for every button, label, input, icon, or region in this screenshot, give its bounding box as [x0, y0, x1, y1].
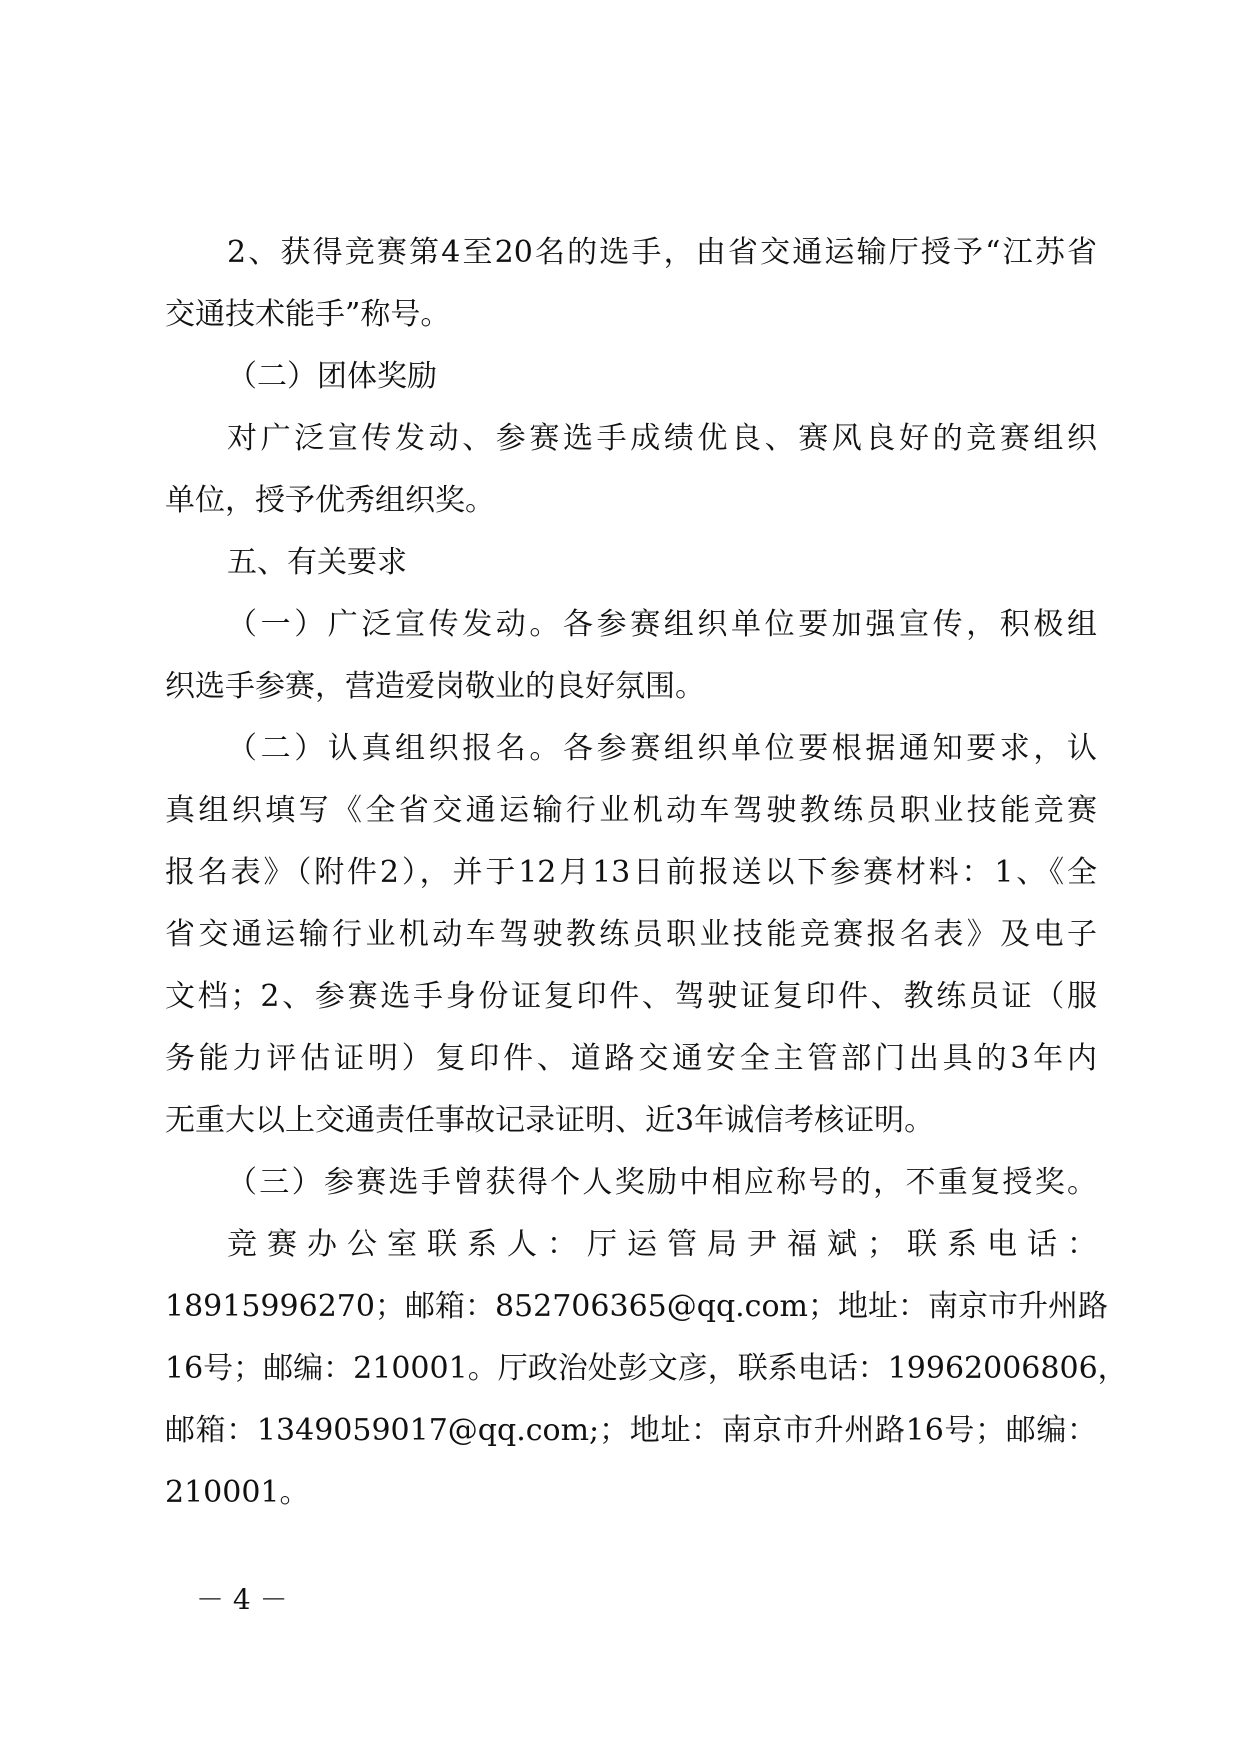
- text-line: 2、获得竞赛第4至20名的选手，由省交通运输厅授予“江苏省: [227, 235, 1097, 270]
- text-line: （二）认真组织报名。各参赛组织单位要根据通知要求，认: [227, 731, 1097, 766]
- text-line: 16号；邮编：210001。厅政治处彭文彦，联系电话：19962006806，: [165, 1351, 1128, 1386]
- text-line: 单位，授予优秀组织奖。: [165, 483, 495, 518]
- page-number: － 4 －: [196, 1583, 288, 1616]
- body-text: [165, 222, 1128, 1524]
- text-line: 竞赛办公室联系人：厅运管局尹福斌；联系电话：: [227, 1227, 1097, 1262]
- text-line: （一）广泛宣传发动。各参赛组织单位要加强宣传，积极组: [227, 607, 1097, 642]
- text-line: 文档；2、参赛选手身份证复印件、驾驶证复印件、教练员证（服: [165, 979, 1097, 1014]
- text-line: 18915996270；邮箱：852706365@qq.com；地址：南京市升州路: [165, 1289, 1108, 1324]
- text-line: 务能力评估证明）复印件、道路交通安全主管部门出具的3年内: [165, 1041, 1097, 1076]
- text-line: 真组织填写《全省交通运输行业机动车驾驶教练员职业技能竞赛: [165, 793, 1097, 828]
- text-line: 省交通运输行业机动车驾驶教练员职业技能竞赛报名表》及电子: [165, 917, 1097, 952]
- text-line: 织选手参赛，营造爱岗敬业的良好氛围。: [165, 669, 705, 704]
- text-line: 无重大以上交通责任事故记录证明、近3年诚信考核证明。: [165, 1103, 935, 1138]
- text-line: （三）参赛选手曾获得个人奖励中相应称号的，不重复授奖。: [227, 1165, 1097, 1200]
- text-line: 报名表》（附件2），并于12月13日前报送以下参赛材料：1、《全: [165, 855, 1097, 890]
- section-heading: （二）团体奖励: [227, 359, 437, 394]
- text-line: 210001。: [165, 1475, 310, 1510]
- text-line: 邮箱：1349059017@qq.com;；地址：南京市升州路16号；邮编：: [165, 1413, 1097, 1448]
- text-line: 对广泛宣传发动、参赛选手成绩优良、赛风良好的竞赛组织: [227, 421, 1097, 456]
- text-line: 交通技术能手”称号。: [165, 297, 451, 332]
- section-heading: 五、有关要求: [227, 545, 407, 580]
